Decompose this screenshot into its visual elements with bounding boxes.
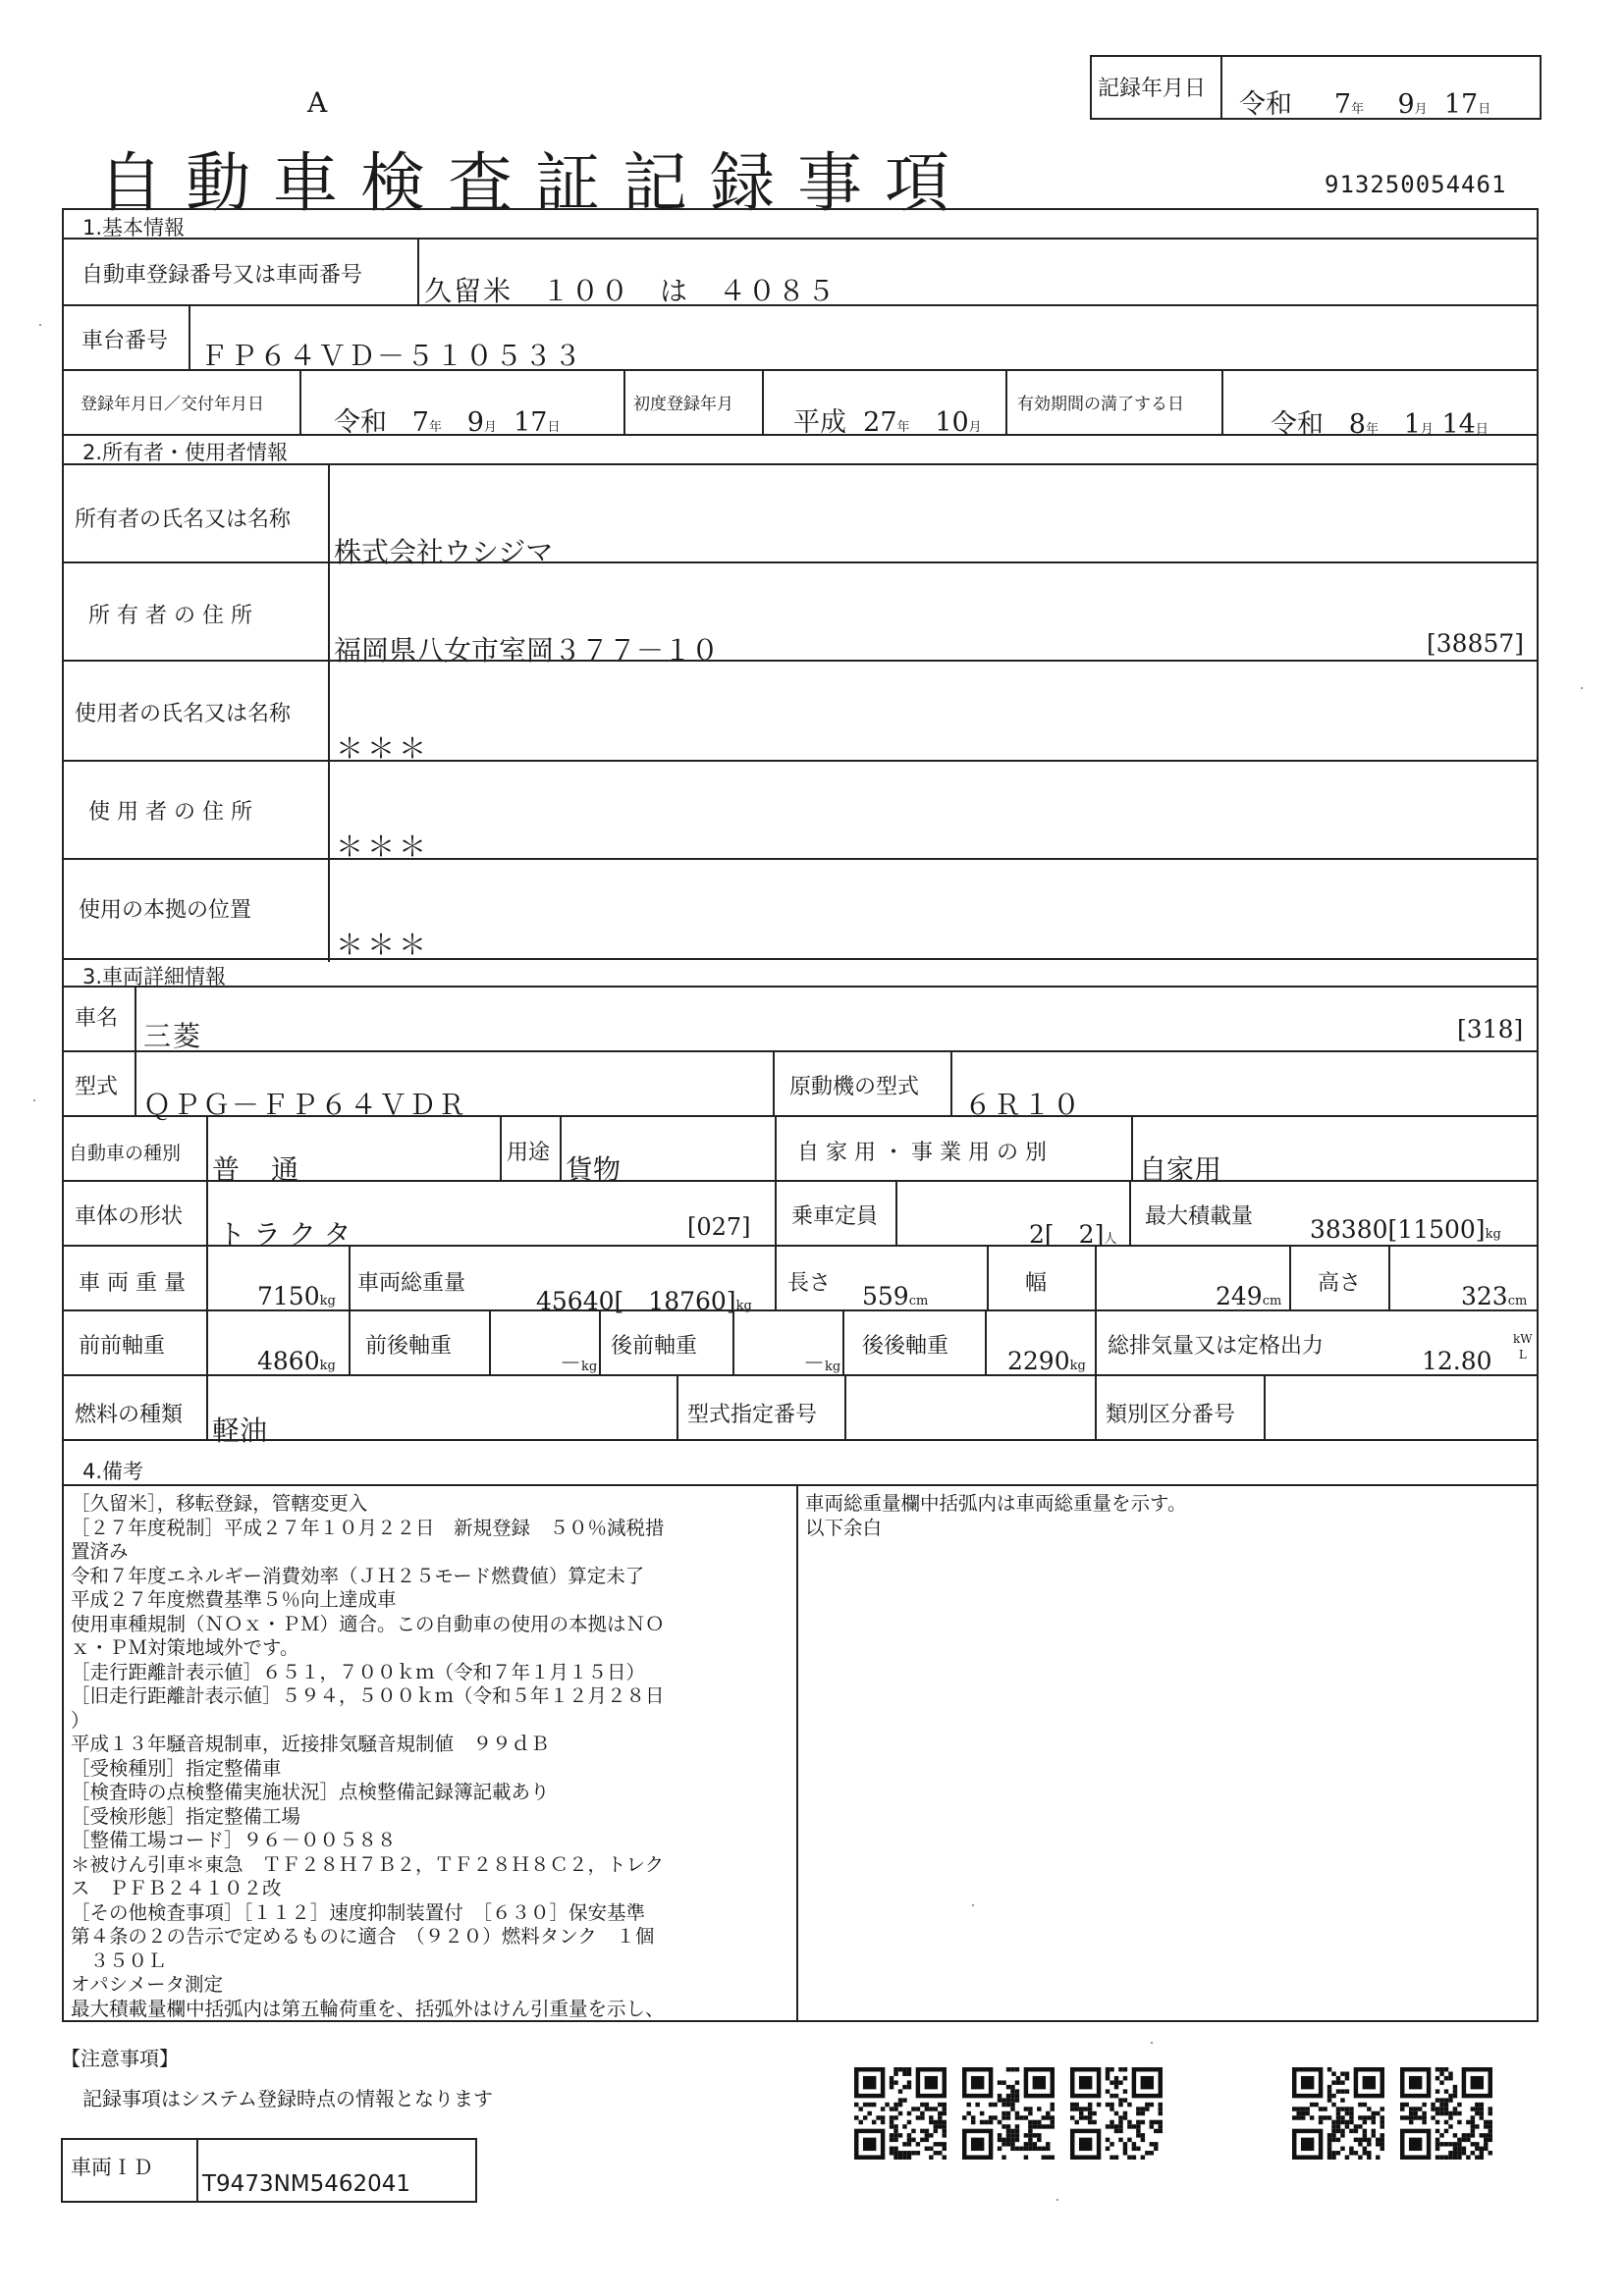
length: 559cm — [862, 1282, 929, 1310]
owner-address: 福岡県八女市室岡３７７－１０ — [334, 634, 720, 667]
section-basic-info: 1.基本情報 — [82, 216, 186, 240]
user-name: ＊＊＊ — [336, 732, 431, 765]
vehicle-kind-label: 自動車の種別 — [69, 1143, 182, 1164]
displacement: 12.80 — [1422, 1347, 1492, 1375]
user-address-label: 使 用 者 の 住 所 — [88, 800, 252, 825]
qr-code-1 — [854, 2067, 947, 2160]
record-date: 令和 7年 9月 17日 — [1239, 89, 1491, 120]
registration-date-label: 登録年月日／交付年月日 — [81, 395, 264, 414]
fuel-type: 軽油 — [212, 1415, 268, 1447]
qr-code-3 — [1070, 2067, 1163, 2160]
expiry-date: 令和 8年 1月 14日 — [1271, 409, 1489, 440]
vehicle-weight: 7150kg — [257, 1282, 336, 1310]
remark-line: 置済み — [71, 1540, 129, 1563]
chassis-number: ＦＰ６４ＶＤ－５１０５３３ — [200, 340, 584, 372]
remark-line: 最大積載量欄中括弧内は第五輪荷重を、括弧外はけん引重量を示し、 — [71, 1997, 665, 2020]
qr-code-2 — [962, 2067, 1055, 2160]
make-code: [318] — [1457, 1015, 1524, 1043]
remark-line: ＊被けん引車＊東急 ＴＦ２８Ｈ７Ｂ２，ＴＦ２８Ｈ８Ｃ２，トレク — [71, 1852, 665, 1876]
private-business: 自家用 — [1139, 1153, 1222, 1186]
base-location-label: 使用の本拠の位置 — [79, 898, 252, 923]
capacity-label: 乗車定員 — [791, 1204, 879, 1229]
rear-front-axle: －kg — [803, 1352, 841, 1376]
registration-number: 久留米 １００ は ４０８５ — [424, 275, 838, 307]
remark-line: 平成１３年騒音規制車，近接排気騒音規制値 ９９ｄＢ — [71, 1733, 550, 1755]
vehicle-kind: 普 通 — [212, 1153, 301, 1186]
make-label: 車名 — [75, 1006, 119, 1031]
remark-line: 以下余白 — [805, 1516, 883, 1539]
owner-address-code: [38857] — [1427, 629, 1525, 658]
gross-weight-label: 車両総重量 — [357, 1271, 466, 1296]
chassis-number-label: 車台番号 — [81, 329, 169, 353]
use-label: 用途 — [507, 1141, 551, 1165]
model-label: 型式 — [75, 1075, 119, 1099]
remark-line: 車両総重量欄中括弧内は車両総重量を示す。 — [805, 1492, 1187, 1515]
max-load-label: 最大積載量 — [1145, 1204, 1254, 1229]
remark-line: ［２７年度税制］平成２７年１０月２２日 新規登録 ５０％減税措 — [71, 1516, 665, 1539]
rear-rear-axle: 2290kg — [1007, 1347, 1086, 1375]
expiry-date-label: 有効期間の満了する日 — [1017, 395, 1184, 414]
displacement-label: 総排気量又は定格出力 — [1108, 1334, 1325, 1359]
rear-rear-axle-label: 後後軸重 — [862, 1334, 949, 1359]
max-load: 38380[11500]kg — [1310, 1215, 1501, 1244]
type-designation-label: 型式指定番号 — [687, 1403, 818, 1427]
registration-date: 令和 7年 9月 17日 — [334, 407, 561, 438]
remark-line: 平成２７年度燃費基準５％向上達成車 — [71, 1588, 397, 1611]
first-registration-date: 平成 27年 10月 — [793, 407, 982, 438]
remark-line: ［受検形態］指定整備工場 — [71, 1804, 301, 1828]
body-shape-label: 車体の形状 — [75, 1204, 184, 1229]
gross-weight: 45640[ 18760]kg — [536, 1287, 752, 1315]
height: 323cm — [1461, 1282, 1528, 1310]
section-vehicle-details: 3.車両詳細情報 — [82, 965, 227, 988]
qr-code-4 — [1292, 2067, 1384, 2160]
use: 貨物 — [566, 1153, 622, 1186]
width-label: 幅 — [1025, 1271, 1048, 1296]
notice-title: 【注意事項】 — [61, 2047, 179, 2070]
length-label: 長さ — [787, 1271, 832, 1296]
remark-line: ３５０Ｌ — [71, 1949, 167, 1972]
front-rear-axle: －kg — [560, 1352, 598, 1376]
engine-model-label: 原動機の型式 — [789, 1075, 920, 1099]
vehicle-weight-label: 車 両 重 量 — [79, 1271, 186, 1296]
record-date-label: 記録年月日 — [1098, 77, 1207, 101]
displacement-units: kW L — [1513, 1332, 1533, 1362]
first-registration-label: 初度登録年月 — [633, 395, 733, 414]
capacity: 2[ 2]人 — [1029, 1220, 1117, 1249]
fuel-type-label: 燃料の種類 — [75, 1403, 184, 1427]
registration-number-label: 自動車登録番号又は車両番号 — [81, 263, 363, 288]
qr-code-5 — [1400, 2067, 1492, 2160]
make: 三菱 — [143, 1020, 203, 1052]
owner-name-label: 所有者の氏名又は名称 — [75, 507, 292, 532]
remarks-right — [805, 1492, 1532, 1540]
remark-line: ［整備工場コード］９６－００５８８ — [71, 1829, 397, 1851]
section-owner-info: 2.所有者・使用者情報 — [82, 441, 289, 464]
remark-line: ス ＰＦＢ２４１０２改 — [71, 1877, 282, 1899]
remark-line: オパシメータ測定 — [71, 1973, 224, 1996]
document-title: 自動車検査証記録事項 — [98, 145, 972, 221]
width: 249cm — [1216, 1282, 1282, 1310]
document-number: 913250054461 — [1325, 171, 1507, 198]
remark-line: ［旧走行距離計表示値］５９４，５００ｋｍ（令和５年１２月２８日 — [71, 1684, 665, 1707]
classification-label: 類別区分番号 — [1106, 1403, 1236, 1427]
remarks-left — [71, 1492, 793, 2021]
remark-line: ［久留米］，移転登録，管轄変更入 — [71, 1492, 368, 1515]
front-front-axle-label: 前前軸重 — [79, 1334, 166, 1359]
vehicle-id: T9473NM5462041 — [202, 2171, 411, 2197]
notice-text: 記録事項はシステム登録時点の情報となります — [82, 2087, 493, 2110]
section-remarks: 4.備考 — [82, 1460, 144, 1483]
height-label: 高さ — [1318, 1271, 1362, 1296]
front-rear-axle-label: 前後軸重 — [365, 1334, 453, 1359]
remark-line: ［受検種別］指定整備車 — [71, 1756, 282, 1780]
user-name-label: 使用者の氏名又は名称 — [75, 702, 292, 726]
remark-line: 第４条の２の告示で定めるものに適合 （９２０）燃料タンク １個 — [71, 1925, 655, 1948]
user-address: ＊＊＊ — [336, 830, 431, 863]
owner-name: 株式会社ウシジマ — [334, 536, 554, 568]
base-location: ＊＊＊ — [336, 929, 431, 961]
vehicle-id-label: 車両ＩＤ — [71, 2156, 153, 2179]
remark-line: ［その他検査事項］［１１２］速度抑制装置付 ［６３０］保安基準 — [71, 1900, 646, 1924]
rear-front-axle-label: 後前軸重 — [611, 1334, 698, 1359]
front-front-axle: 4860kg — [257, 1347, 336, 1375]
model: ＱＰＧ－ＦＰ６４ＶＤＲ — [143, 1089, 468, 1121]
corner-mark: A — [307, 86, 328, 119]
body-shape-code: [027] — [687, 1213, 751, 1241]
engine-model: ６Ｒ１０ — [964, 1089, 1083, 1121]
remark-line: ） — [71, 1708, 90, 1732]
remark-line: 令和７年度エネルギー消費効率（ＪＨ２５モード燃費値）算定未了 — [71, 1564, 645, 1587]
remark-line: ｘ・ＰＭ対策地域外です。 — [71, 1636, 299, 1659]
remark-line: ［走行距離計表示値］６５１，７００ｋｍ（令和７年１月１５日） — [71, 1660, 646, 1683]
private-business-label: 自 家 用 ・ 事 業 用 の 別 — [797, 1141, 1047, 1165]
remark-line: 使用車種規制（ＮＯｘ・ＰＭ）適合。この自動車の使用の本拠はＮＯ — [71, 1612, 665, 1635]
owner-address-label: 所 有 者 の 住 所 — [88, 604, 252, 628]
body-shape: トラクタ — [218, 1218, 359, 1251]
remark-line: ［検査時の点検整備実施状況］点検整備記録簿記載あり — [71, 1781, 550, 1803]
